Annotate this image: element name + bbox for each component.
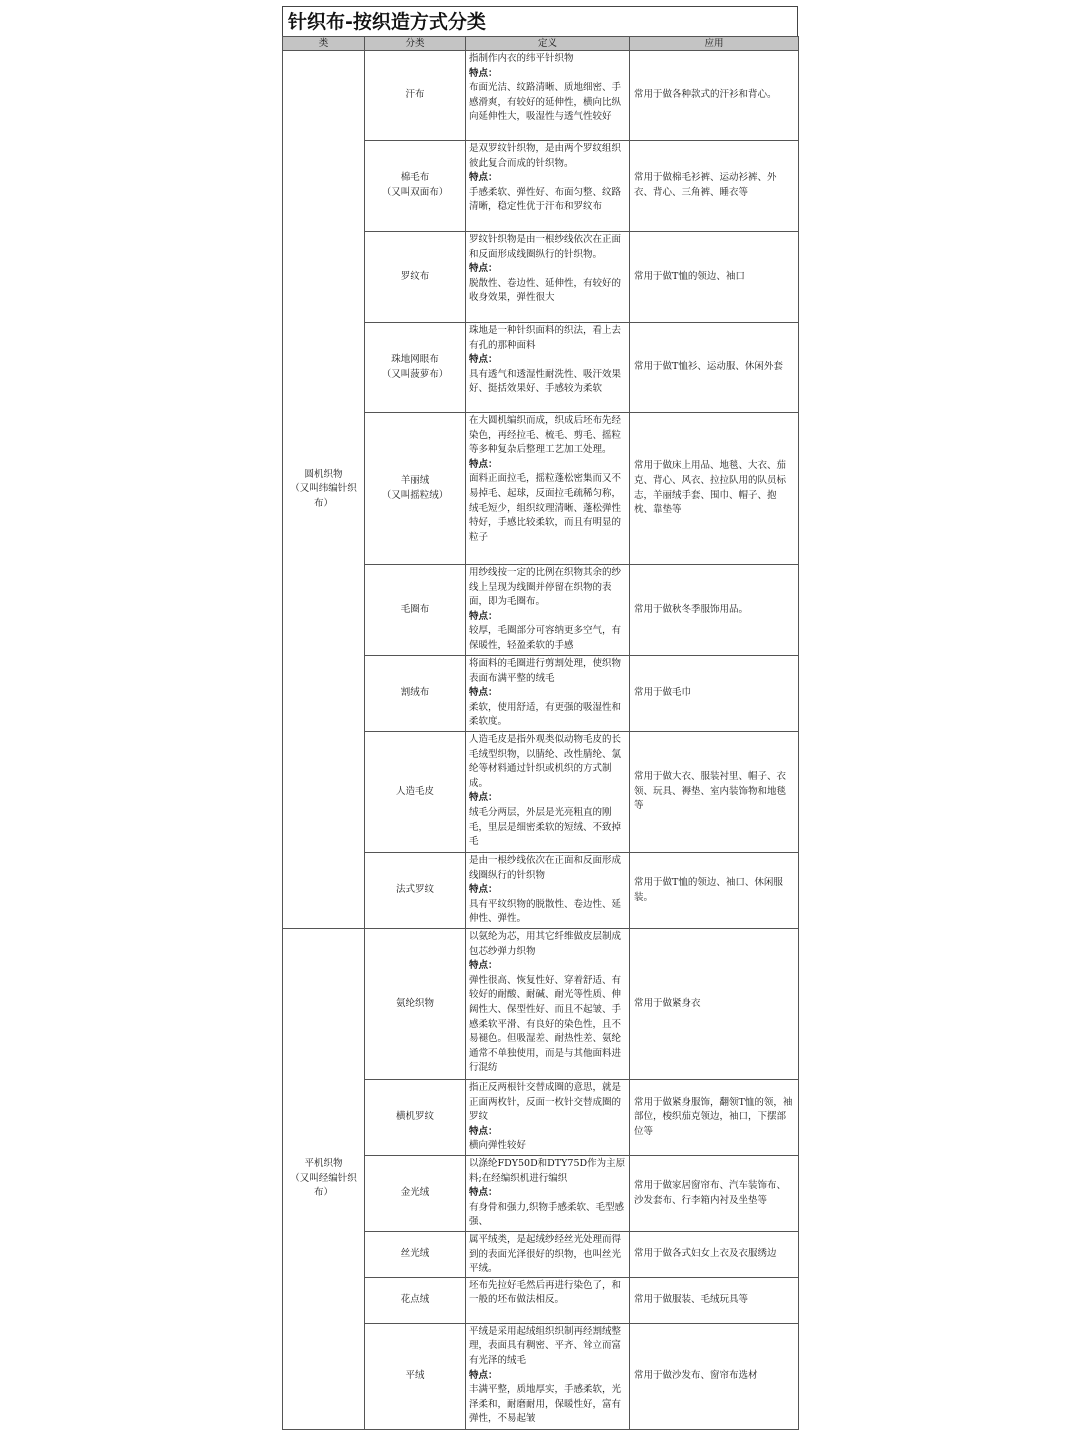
features-text: 绒毛分两层，外层是光亮粗直的刚毛，里层是细密柔软的短绒、不致掉毛 <box>469 806 622 848</box>
subcategory-name: 汗布 <box>405 89 425 101</box>
subcategory-cell <box>365 141 466 232</box>
application-cell <box>630 1232 799 1278</box>
application-text: 常用于做棉毛衫裤、运动衫裤、外衣、背心、三角裤、睡衣等 <box>634 172 777 198</box>
subcategory-cell <box>365 929 466 1080</box>
definition-cell <box>466 51 630 141</box>
subcategory-name: 棉毛布 <box>400 172 430 184</box>
application-text: 常用于做紧身衣 <box>634 997 701 1009</box>
features-label: 特点： <box>469 67 498 79</box>
application-cell <box>630 51 799 141</box>
table-title: 针织布-按织造方式分类 <box>282 6 798 36</box>
subcategory-name: 珠地网眼布 <box>391 353 439 365</box>
definition-text: 是由一根纱线依次在正面和反面形成线圈纵行的针织物 <box>469 855 622 881</box>
definition-text: 人造毛皮是指外观类似动物毛皮的长毛绒型织物，以腈纶、改性腈纶、氯纶等材料通过针织或机织的方式制成。 <box>469 734 622 789</box>
subcategory-cell <box>365 232 466 323</box>
definition-text: 罗纹针织物是由一根纱线依次在正面和反面形成线圈纵行的针织物。 <box>469 234 622 260</box>
subcategory-alias: （又叫摇粒绒） <box>381 489 449 501</box>
application-text: 常用于做沙发布、窗帘布选材 <box>634 1369 758 1381</box>
application-cell <box>630 1323 799 1429</box>
definition-cell <box>466 565 630 656</box>
definition-text: 将面料的毛圈进行剪割处理，使织物表面布满平整的绒毛 <box>469 658 622 684</box>
subcategory-name: 平绒 <box>405 1369 425 1381</box>
application-text: 常用于做床上用品、地毯、大衣、茄克、背心、风衣、拉拉队用的队员标志，羊丽绒手套、围巾、帽子、抱枕、靠垫等 <box>634 460 787 516</box>
subcategory-cell <box>365 1080 466 1156</box>
table-row <box>283 929 799 1080</box>
application-text: 常用于做各式妇女上衣及衣服绣边 <box>634 1248 777 1260</box>
features-label: 特点： <box>469 354 498 366</box>
header-definition: 定义 <box>466 37 630 51</box>
subcategory-cell <box>365 323 466 413</box>
definition-cell <box>466 323 630 413</box>
features-text: 弹性很高、恢复性好、穿着舒适、有较好的耐酸、耐碱、耐光等性质、伸阔性大、保型性好、而且不起皱、手感柔软平滑、有良好的染色性，且不易褪色。但吸湿差、耐热性差、氨纶通常不单独使用，而是与其他面料进行混纺 <box>469 974 622 1074</box>
definition-text: 属平绒类，是起绒纱经丝光处理而得到的表面光泽很好的织物，也叫丝光平绒。 <box>469 1234 622 1275</box>
application-cell <box>630 323 799 413</box>
definition-cell <box>466 141 630 232</box>
application-cell <box>630 232 799 323</box>
features-label: 特点： <box>469 1187 498 1199</box>
features-label: 特点： <box>469 960 498 972</box>
subcategory-cell <box>365 413 466 565</box>
subcategory-name: 金光绒 <box>400 1187 430 1199</box>
definition-text: 以氨纶为芯，用其它纤维做皮层制成包芯纱弹力织物 <box>469 931 622 957</box>
definition-cell <box>466 929 630 1080</box>
definition-cell <box>466 656 630 732</box>
table-body <box>283 51 799 1430</box>
application-text: 常用于做T恤衫、运动服、休闲外套 <box>634 361 783 373</box>
application-text: 常用于做毛巾 <box>634 687 692 699</box>
definition-cell <box>466 232 630 323</box>
category-name: 平机织物 <box>304 1158 343 1169</box>
fabric-table-sheet <box>282 6 798 1430</box>
definition-text: 是双罗纹针织物，是由两个罗纹组织彼此复合而成的针织物。 <box>469 143 622 169</box>
definition-cell <box>466 413 630 565</box>
category-cell <box>283 929 365 1430</box>
application-cell <box>630 1156 799 1232</box>
subcategory-name: 氨纶织物 <box>395 997 434 1009</box>
subcategory-name: 割绒布 <box>400 687 430 699</box>
subcategory-cell <box>365 565 466 656</box>
category-alias: （又叫经编针织布） <box>290 1172 357 1199</box>
features-text: 较厚，毛圈部分可容纳更多空气，有保暖性，轻盈柔软的手感 <box>469 625 622 651</box>
subcategory-name: 羊丽绒 <box>400 474 430 486</box>
definition-cell <box>466 1232 630 1278</box>
application-text: 常用于做T恤的领边、袖口、休闲服装。 <box>634 876 783 903</box>
application-cell <box>630 413 799 565</box>
subcategory-name: 人造毛皮 <box>395 785 434 797</box>
header-row <box>283 37 799 51</box>
category-name: 圆机织物 <box>304 468 343 480</box>
subcategory-alias: （又叫菠萝布） <box>381 368 449 380</box>
definition-text: 坯布先拉好毛然后再进行染色了，和一般的坯布做法相反。 <box>469 1279 622 1306</box>
definition-cell <box>466 732 630 853</box>
definition-text: 指正反两根针交替成圈的意思，就是正面两枚针，反面一枚针交替成圈的罗纹 <box>469 1082 622 1123</box>
features-text: 具有平纹织物的脱散性、卷边性、延伸性、弹性。 <box>469 898 622 925</box>
features-label: 特点： <box>469 458 498 470</box>
definition-text: 以涤纶FDY50D和DTY75D作为主原料;在经编织机进行编织 <box>469 1158 626 1184</box>
application-text: 常用于做大衣、服装衬里、帽子、衣领、玩具、褥垫、室内装饰物和地毯等 <box>634 771 787 812</box>
features-label: 特点： <box>469 1125 498 1137</box>
definition-cell <box>466 1080 630 1156</box>
application-text: 常用于做紧身服饰，翻领T恤的领，袖部位，梭织茄克领边，袖口，下摆部位等 <box>634 1096 793 1137</box>
features-label: 特点： <box>469 792 498 804</box>
features-text: 手感柔软、弹性好、布面匀整、纹路清晰，稳定性优于汗布和罗纹布 <box>469 186 622 213</box>
application-cell <box>630 656 799 732</box>
features-label: 特点： <box>469 1369 498 1381</box>
application-cell <box>630 141 799 232</box>
features-text: 布面光洁、纹路清晰、质地细密、手感滑爽，有较好的延伸性，横向比纵向延伸性大，吸湿性与透气性较好 <box>469 82 622 123</box>
subcategory-cell <box>365 656 466 732</box>
header-subcategory: 分类 <box>365 37 466 51</box>
subcategory-name: 横机罗纹 <box>395 1111 434 1123</box>
features-text: 面料正面拉毛，摇粒蓬松密集而又不易掉毛、起球，反面拉毛疏稀匀称，绒毛短少，组织纹理清晰、蓬松弹性特好，手感比较柔软，而且有明显的粒子 <box>469 473 622 543</box>
subcategory-cell <box>365 732 466 853</box>
header-category: 类 <box>283 37 365 51</box>
subcategory-cell <box>365 51 466 141</box>
features-text: 具有透气和透湿性耐洗性、吸汗效果好、挺括效果好、手感较为柔软 <box>469 368 622 395</box>
features-label: 特点： <box>469 263 498 275</box>
subcategory-cell <box>365 1232 466 1278</box>
definition-text: 在大圆机编织而成，织成后坯布先经染色，再经拉毛、梳毛、剪毛、摇粒等多种复杂后整理工艺加工处理。 <box>469 415 622 456</box>
subcategory-name: 毛圈布 <box>400 603 430 615</box>
application-text: 常用于做各种款式的汗衫和背心。 <box>634 89 777 101</box>
subcategory-alias: （又叫双面布） <box>381 187 449 198</box>
features-text: 丰满平整，质地厚实，手感柔软，光泽柔和，耐磨耐用，保暖性好，富有弹性，不易起皱 <box>469 1384 622 1425</box>
category-cell <box>283 51 365 929</box>
definition-text: 用纱线按一定的比例在织物其余的纱线上呈现为线圈并停留在织物的表面，即为毛圈布。 <box>469 567 622 608</box>
definition-cell <box>466 1323 630 1429</box>
subcategory-cell <box>365 1156 466 1232</box>
subcategory-name: 花点绒 <box>400 1293 430 1305</box>
definition-cell <box>466 853 630 929</box>
application-cell <box>630 732 799 853</box>
definition-text: 平绒是采用起绒组织织制再经割绒整理，表面具有稠密、平齐、耸立而富有光泽的绒毛 <box>469 1325 622 1366</box>
features-label: 特点： <box>469 610 498 622</box>
category-alias: （又叫纬编针织布） <box>290 483 357 509</box>
features-text: 有身骨和强力,织物手感柔软、毛型感强、 <box>469 1201 625 1228</box>
header-application: 应用 <box>630 37 799 51</box>
definition-text: 指制作内衣的纬平针织物 <box>469 53 574 64</box>
application-text: 常用于做秋冬季服饰用品。 <box>634 603 749 615</box>
application-text: 常用于做服装、毛绒玩具等 <box>634 1293 749 1305</box>
application-cell <box>630 929 799 1080</box>
subcategory-name: 罗纹布 <box>400 270 430 282</box>
subcategory-cell <box>365 1323 466 1429</box>
definition-cell <box>466 1156 630 1232</box>
features-text: 柔软，使用舒适，有更强的吸湿性和柔软度。 <box>469 701 622 728</box>
application-cell <box>630 565 799 656</box>
features-label: 特点： <box>469 172 498 184</box>
subcategory-cell <box>365 1277 466 1323</box>
table-row <box>283 51 799 141</box>
application-cell <box>630 853 799 929</box>
features-text: 横向弹性较好 <box>469 1140 527 1152</box>
features-text: 脱散性、卷边性、延伸性，有较好的收身效果，弹性很大 <box>469 277 622 304</box>
subcategory-name: 法式罗纹 <box>395 884 434 896</box>
features-label: 特点： <box>469 687 498 699</box>
application-cell <box>630 1277 799 1323</box>
definition-cell <box>466 1277 630 1323</box>
definition-text: 珠地是一种针织面料的织法，看上去有孔的那种面料 <box>469 325 622 351</box>
subcategory-name: 丝光绒 <box>400 1248 430 1260</box>
application-cell <box>630 1080 799 1156</box>
fabric-classification-table <box>282 36 799 1430</box>
application-text: 常用于做T恤的领边、袖口 <box>634 270 745 282</box>
application-text: 常用于做家居窗帘布、汽车装饰布、沙发套布、行李箱内衬及坐垫等 <box>634 1179 787 1206</box>
features-label: 特点： <box>469 884 498 896</box>
subcategory-cell <box>365 853 466 929</box>
